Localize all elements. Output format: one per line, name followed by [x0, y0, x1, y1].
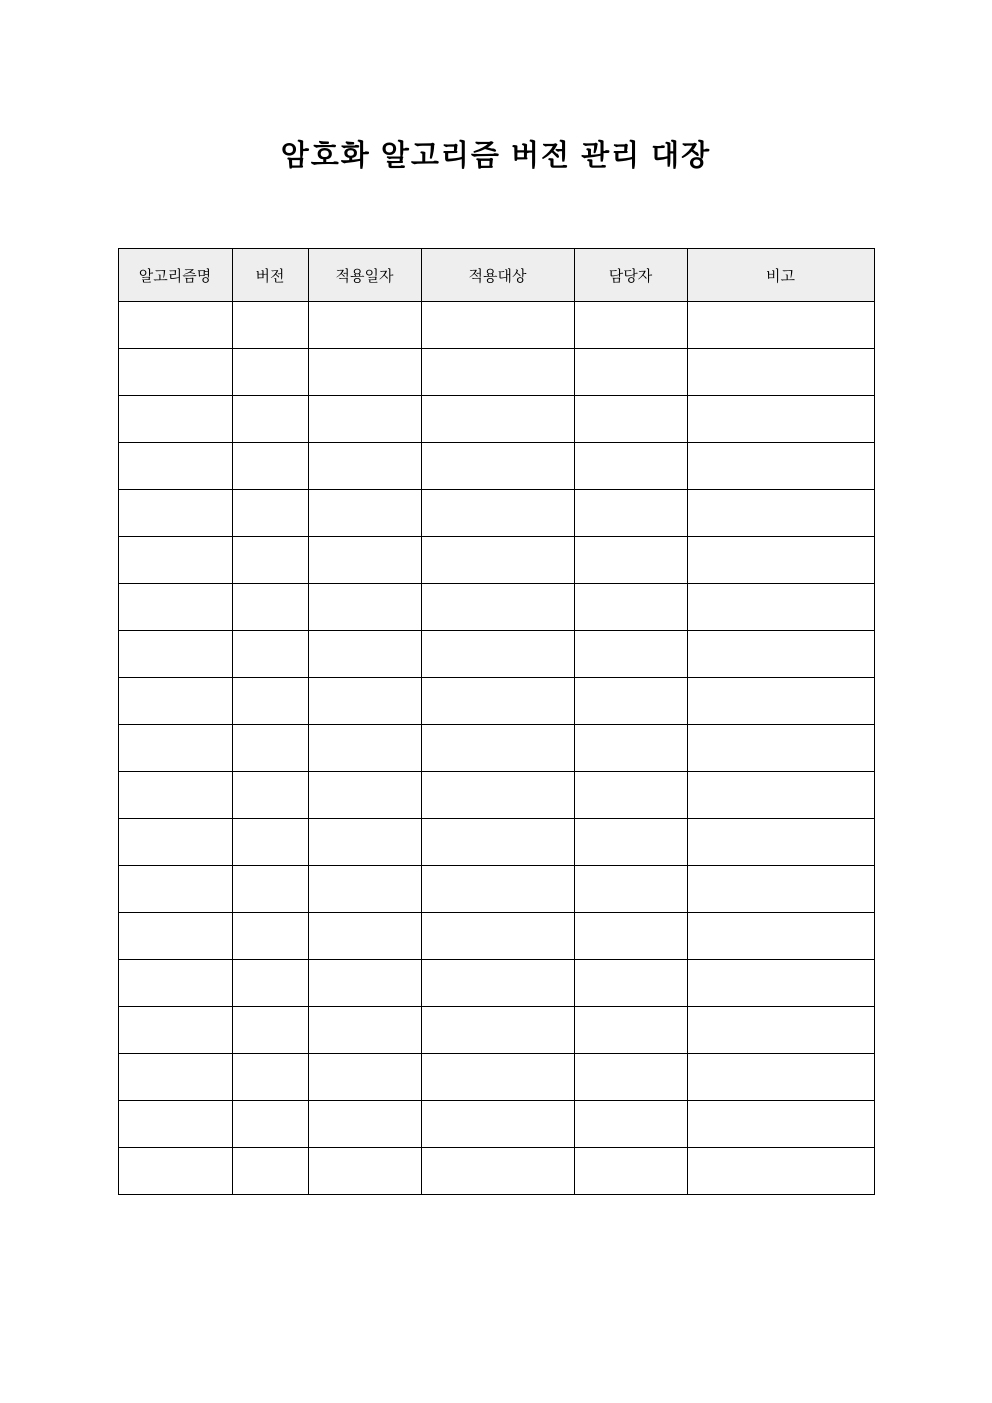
ledger-table: [118, 248, 875, 1195]
table-cell-owner[interactable]: [574, 349, 687, 396]
table-cell-apply_date[interactable]: [308, 1148, 421, 1195]
table-cell-owner[interactable]: [574, 490, 687, 537]
table-cell-version[interactable]: [232, 772, 308, 819]
table-cell-algorithm_name[interactable]: [118, 913, 232, 960]
table-cell-algorithm_name[interactable]: [118, 584, 232, 631]
table-row: [118, 490, 874, 537]
table-cell-apply_target[interactable]: [421, 866, 574, 913]
column-header-apply-target: 적용대상: [421, 249, 574, 302]
table-cell-apply_date[interactable]: [308, 960, 421, 1007]
table-row: [118, 1148, 874, 1195]
table-cell-remarks[interactable]: [687, 443, 874, 490]
table-cell-remarks[interactable]: [687, 772, 874, 819]
table-cell-apply_target[interactable]: [421, 490, 574, 537]
table-cell-remarks[interactable]: [687, 396, 874, 443]
table-cell-remarks[interactable]: [687, 866, 874, 913]
column-header-algorithm-name: 알고리즘명: [118, 249, 232, 302]
table-header: [118, 249, 874, 302]
table-cell-version[interactable]: [232, 537, 308, 584]
table-row: [118, 819, 874, 866]
table-cell-algorithm_name[interactable]: [118, 1007, 232, 1054]
table-cell-algorithm_name[interactable]: [118, 819, 232, 866]
table-cell-apply_date[interactable]: [308, 443, 421, 490]
table-cell-apply_target[interactable]: [421, 819, 574, 866]
table-cell-apply_date[interactable]: [308, 584, 421, 631]
table-cell-version[interactable]: [232, 913, 308, 960]
table-cell-remarks[interactable]: [687, 302, 874, 349]
table-cell-remarks[interactable]: [687, 490, 874, 537]
table-cell-algorithm_name[interactable]: [118, 725, 232, 772]
table-cell-owner[interactable]: [574, 1054, 687, 1101]
table-cell-algorithm_name[interactable]: [118, 866, 232, 913]
table-cell-owner[interactable]: [574, 443, 687, 490]
table-cell-version[interactable]: [232, 678, 308, 725]
table-cell-apply_date[interactable]: [308, 1101, 421, 1148]
table-cell-algorithm_name[interactable]: [118, 772, 232, 819]
table-cell-algorithm_name[interactable]: [118, 1054, 232, 1101]
table-cell-version[interactable]: [232, 866, 308, 913]
table-cell-apply_target[interactable]: [421, 678, 574, 725]
table-row: [118, 1101, 874, 1148]
table-cell-algorithm_name[interactable]: [118, 349, 232, 396]
table-cell-algorithm_name[interactable]: [118, 302, 232, 349]
table-cell-apply_date[interactable]: [308, 631, 421, 678]
table-cell-remarks[interactable]: [687, 1007, 874, 1054]
table-cell-version[interactable]: [232, 584, 308, 631]
table-cell-algorithm_name[interactable]: [118, 443, 232, 490]
table-cell-version[interactable]: [232, 396, 308, 443]
page-title: 암호화 알고리즘 버전 관리 대장: [280, 140, 712, 172]
table-cell-version[interactable]: [232, 960, 308, 1007]
table-cell-owner[interactable]: [574, 866, 687, 913]
table-cell-version[interactable]: [232, 1054, 308, 1101]
table-cell-owner[interactable]: [574, 725, 687, 772]
table-cell-version[interactable]: [232, 1007, 308, 1054]
table-row: [118, 725, 874, 772]
table-cell-apply_target[interactable]: [421, 396, 574, 443]
table-cell-owner[interactable]: [574, 772, 687, 819]
table-row: [118, 537, 874, 584]
table-cell-apply_target[interactable]: [421, 1148, 574, 1195]
table-cell-apply_date[interactable]: [308, 866, 421, 913]
table-cell-version[interactable]: [232, 819, 308, 866]
table-cell-owner[interactable]: [574, 584, 687, 631]
table-cell-algorithm_name[interactable]: [118, 960, 232, 1007]
table-cell-apply_target[interactable]: [421, 631, 574, 678]
table-cell-algorithm_name[interactable]: [118, 1101, 232, 1148]
table-cell-algorithm_name[interactable]: [118, 537, 232, 584]
table-cell-apply_target[interactable]: [421, 1054, 574, 1101]
table-cell-apply_date[interactable]: [308, 819, 421, 866]
table-cell-owner[interactable]: [574, 960, 687, 1007]
table-cell-remarks[interactable]: [687, 725, 874, 772]
table-cell-apply_target[interactable]: [421, 913, 574, 960]
table-cell-apply_date[interactable]: [308, 537, 421, 584]
table-cell-apply_target[interactable]: [421, 772, 574, 819]
table-row: [118, 960, 874, 1007]
table-cell-owner[interactable]: [574, 1101, 687, 1148]
table-row: [118, 1054, 874, 1101]
table-row: [118, 1007, 874, 1054]
table-cell-apply_target[interactable]: [421, 725, 574, 772]
table-cell-algorithm_name[interactable]: [118, 1148, 232, 1195]
table-cell-version[interactable]: [232, 1101, 308, 1148]
table-cell-remarks[interactable]: [687, 819, 874, 866]
table-cell-owner[interactable]: [574, 631, 687, 678]
table-cell-apply_date[interactable]: [308, 725, 421, 772]
table-cell-apply_target[interactable]: [421, 349, 574, 396]
table-row: [118, 349, 874, 396]
table-cell-owner[interactable]: [574, 678, 687, 725]
table-cell-algorithm_name[interactable]: [118, 678, 232, 725]
table-cell-apply_date[interactable]: [308, 772, 421, 819]
column-header-apply-date: 적용일자: [308, 249, 421, 302]
table-cell-owner[interactable]: [574, 819, 687, 866]
table-cell-remarks[interactable]: [687, 537, 874, 584]
table-cell-remarks[interactable]: [687, 960, 874, 1007]
table-cell-version[interactable]: [232, 631, 308, 678]
table-cell-apply_date[interactable]: [308, 396, 421, 443]
table-cell-apply_date[interactable]: [308, 1054, 421, 1101]
table-row: [118, 443, 874, 490]
table-cell-remarks[interactable]: [687, 584, 874, 631]
table-row: [118, 913, 874, 960]
table-cell-owner[interactable]: [574, 302, 687, 349]
table-cell-owner[interactable]: [574, 537, 687, 584]
table-cell-apply_target[interactable]: [421, 1101, 574, 1148]
table-row: [118, 302, 874, 349]
table-cell-remarks[interactable]: [687, 913, 874, 960]
table-cell-remarks[interactable]: [687, 349, 874, 396]
table-cell-owner[interactable]: [574, 396, 687, 443]
table-cell-algorithm_name[interactable]: [118, 631, 232, 678]
table-cell-apply_date[interactable]: [308, 490, 421, 537]
table-body: [118, 302, 874, 1195]
table-cell-apply_target[interactable]: [421, 1007, 574, 1054]
table-cell-remarks[interactable]: [687, 1148, 874, 1195]
column-header-version: 버전: [232, 249, 308, 302]
table-row: [118, 678, 874, 725]
table-cell-apply_date[interactable]: [308, 349, 421, 396]
table-cell-apply_target[interactable]: [421, 584, 574, 631]
table-cell-owner[interactable]: [574, 913, 687, 960]
table-cell-apply_target[interactable]: [421, 537, 574, 584]
table-cell-remarks[interactable]: [687, 678, 874, 725]
table-cell-remarks[interactable]: [687, 1101, 874, 1148]
table-cell-version[interactable]: [232, 725, 308, 772]
table-cell-version[interactable]: [232, 302, 308, 349]
table-cell-algorithm_name[interactable]: [118, 490, 232, 537]
table-cell-apply_target[interactable]: [421, 960, 574, 1007]
table-cell-algorithm_name[interactable]: [118, 396, 232, 443]
table-cell-owner[interactable]: [574, 1148, 687, 1195]
table-cell-apply_date[interactable]: [308, 678, 421, 725]
table-cell-apply_date[interactable]: [308, 1007, 421, 1054]
table-cell-version[interactable]: [232, 1148, 308, 1195]
table-row: [118, 631, 874, 678]
table-row: [118, 396, 874, 443]
table-row: [118, 866, 874, 913]
table-cell-remarks[interactable]: [687, 631, 874, 678]
table-cell-apply_target[interactable]: [421, 443, 574, 490]
column-header-owner: 담당자: [574, 249, 687, 302]
table-cell-version[interactable]: [232, 349, 308, 396]
table-cell-remarks[interactable]: [687, 1054, 874, 1101]
table-cell-apply_target[interactable]: [421, 302, 574, 349]
table-header-row: [118, 249, 874, 302]
column-header-remarks: 비고: [687, 249, 874, 302]
table-cell-apply_date[interactable]: [308, 302, 421, 349]
table-cell-owner[interactable]: [574, 1007, 687, 1054]
table-row: [118, 584, 874, 631]
table-cell-apply_date[interactable]: [308, 913, 421, 960]
table-cell-version[interactable]: [232, 490, 308, 537]
table-cell-version[interactable]: [232, 443, 308, 490]
ledger-table-container: [0, 248, 992, 1195]
table-row: [118, 772, 874, 819]
